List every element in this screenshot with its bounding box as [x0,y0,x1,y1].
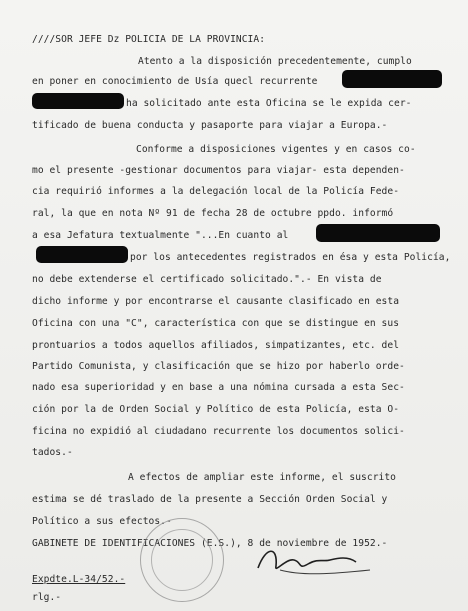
official-seal [140,518,224,602]
text-line: prontuarios a todos aquellos afiliados, simpatizantes, etc. del [32,340,400,351]
text-line: ha solicitado ante esta Oficina se le expida cer- [126,98,412,109]
text-line: tificado de buena conducta y pasaporte para viajar a Europa.- [32,120,388,131]
text-line: Conforme a disposiciones vigentes y en casos co- [136,144,416,155]
text-line: en poner en conocimiento de Usía quecl recurrente [32,76,318,87]
text-line: Partido Comunista, y clasificación que se hizo por haberlo orde- [32,361,405,372]
redaction-bar [36,246,128,263]
text-line: a esa Jefatura textualmente "...En cuanto al [32,230,289,241]
text-line: ficina no expidió al ciudadano recurrente los documentos solici- [32,426,405,437]
text-line: Atento a la disposición precedentemente, cumplo [138,56,412,67]
redaction-bar [32,93,124,109]
handwritten-signature [252,540,382,580]
office-date-line: GABINETE DE IDENTIFICACIONES (E.S.), 8 de noviembre de 1952.- [32,538,388,549]
redaction-bar [342,70,442,88]
text-line: estima se dé traslado de la presente a Sección Orden Social y [32,494,388,505]
file-reference: Expdte.L-34/52.- [32,574,126,585]
text-line: ción por la de Orden Social y Político de esta Policía, esta O- [32,404,400,415]
text-line: tados.- [32,447,73,458]
text-line: por los antecedentes registrados en ésa y esta Policía, [130,252,451,263]
text-line: dicho informe y por encontrarse el causante clasificado en esta [32,296,400,307]
addressee-line: ////SOR JEFE Dz POLICIA DE LA PROVINCIA: [32,34,266,45]
text-line: nado esa superioridad y en base a una nómina cursada a esta Sec- [32,382,405,393]
text-line: cia requirió informes a la delegación local de la Policía Fede- [32,186,400,197]
text-line: Oficina con una "C", característica con que se distingue en sus [32,318,400,329]
text-line: no debe extenderse el certificado solicitado.".- En vista de [32,274,382,285]
text-line: A efectos de ampliar este informe, el suscrito [128,472,396,483]
text-line: mo el presente -gestionar documentos para viajar- esta dependen- [32,165,405,176]
typist-initials: rlg.- [32,592,62,603]
redaction-bar [316,224,440,242]
text-line: ral, la que en nota Nº 91 de fecha 28 de octubre ppdo. informó [32,208,394,219]
text-line: Político a sus efectos.- [32,516,172,527]
